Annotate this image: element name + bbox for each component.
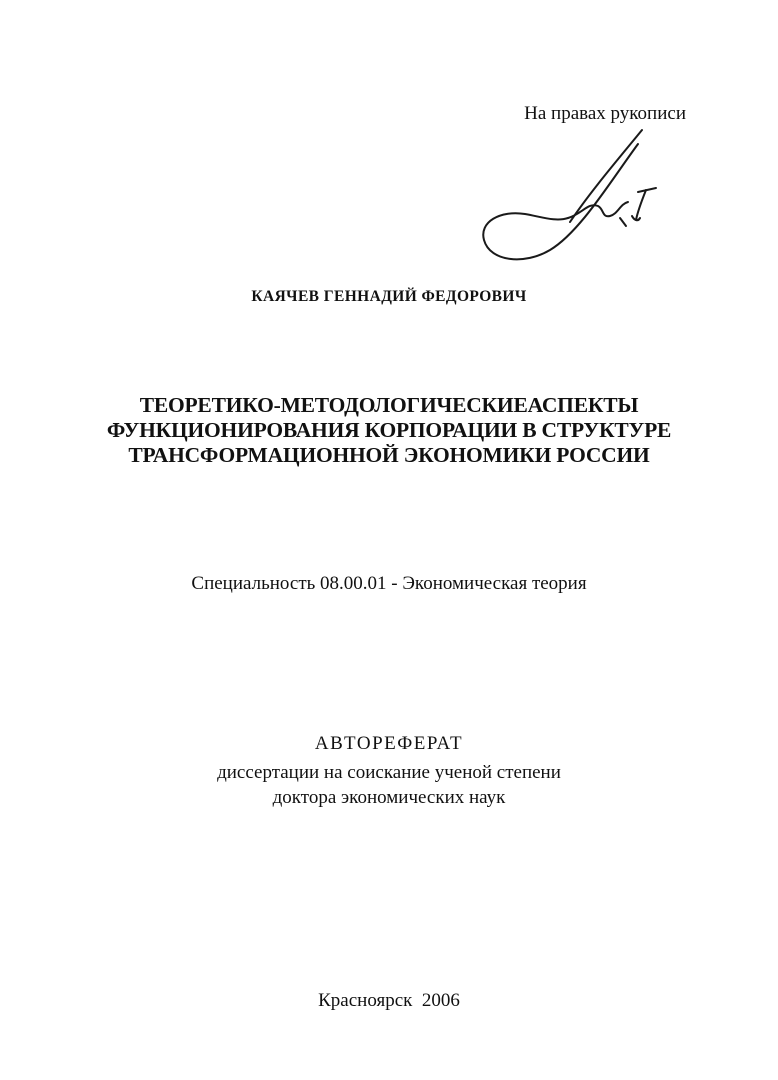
abstract-line: диссертации на соискание ученой степени <box>217 762 561 783</box>
title-line: ТЕОРЕТИКО-МЕТОДОЛОГИЧЕСКИЕАСПЕКТЫ <box>139 393 639 417</box>
abstract-description <box>0 760 778 810</box>
title-line: ТРАНСФОРМАЦИОННОЙ ЭКОНОМИКИ РОССИИ <box>128 443 650 467</box>
abstract-label: АВТОРЕФЕРАТ <box>314 733 464 754</box>
city-year: Красноярск 2006 <box>318 990 460 1011</box>
specialty-line: Специальность 08.00.01 - Экономическая теория <box>191 573 587 594</box>
rights-note: На правах рукописи <box>524 103 686 124</box>
dissertation-title <box>0 393 778 468</box>
abstract-line: доктора экономических наук <box>272 787 506 808</box>
handwritten-signature <box>470 122 670 272</box>
author-name: КАЯЧЕВ ГЕННАДИЙ ФЕДОРОВИЧ <box>251 288 527 305</box>
title-line: ФУНКЦИОНИРОВАНИЯ КОРПОРАЦИИ В СТРУКТУРЕ <box>106 418 672 442</box>
